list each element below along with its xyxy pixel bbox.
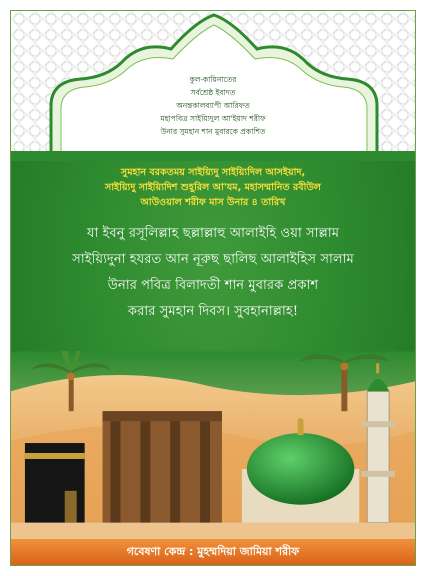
intro-line: অনন্তকালব্যাপী আরিফত bbox=[176, 101, 250, 110]
intro-line: মহাপবিত্র সাইয়্যিদুল আ'ইয়াদ শরীফ bbox=[160, 114, 266, 123]
intro-line: কুল-কায়িনাতের bbox=[189, 75, 237, 84]
main-line: উনার পবিত্র বিলাদতী শান মুবারক প্রকাশ bbox=[107, 278, 319, 293]
footer-text: গবেষণা কেন্দ্র : মুহম্মদিয়া জামিয়া শরীফ bbox=[126, 545, 300, 558]
main-line: সাইয়্যিদুনা হযরত আন নূরুছ ছালিছ আলাইহিস সালাম bbox=[72, 252, 354, 267]
poster-frame bbox=[10, 10, 416, 566]
intro-line: উনার সুমহান শান মুবারকে প্রকাশিত bbox=[160, 127, 266, 136]
highlight-line: সুমহান বরকতময় সাইয়্যিদু সাইয়্যিদিল আসইয়াদ, bbox=[120, 167, 306, 178]
mosque-interior bbox=[103, 411, 222, 522]
footer-bar bbox=[11, 539, 415, 565]
landscape-illustration bbox=[11, 351, 415, 551]
kaaba-icon bbox=[25, 443, 85, 523]
highlight-line: আউওয়াল শরীফ মাস উনার ৪ তারিখ bbox=[140, 197, 286, 208]
main-text bbox=[11, 221, 415, 325]
main-line: করার সুমহান দিবস। সুবহানাল্লাহ! bbox=[127, 304, 299, 319]
intro-text bbox=[11, 73, 415, 138]
main-line: যা ইবনু রসূলিল্লাহ ছল্লাল্লাহু আলাইহি ওয়া সাল্লাম bbox=[86, 226, 340, 241]
highlight-line: সাইয়্যিদু সাইয়্যিদিশ শুহূরিল আ'যম, মহাসম্মানিত রবীউল bbox=[105, 182, 321, 193]
highlight-text bbox=[11, 165, 415, 210]
intro-line: সর্বশ্রেষ্ঠ ইবাদত bbox=[190, 88, 236, 97]
